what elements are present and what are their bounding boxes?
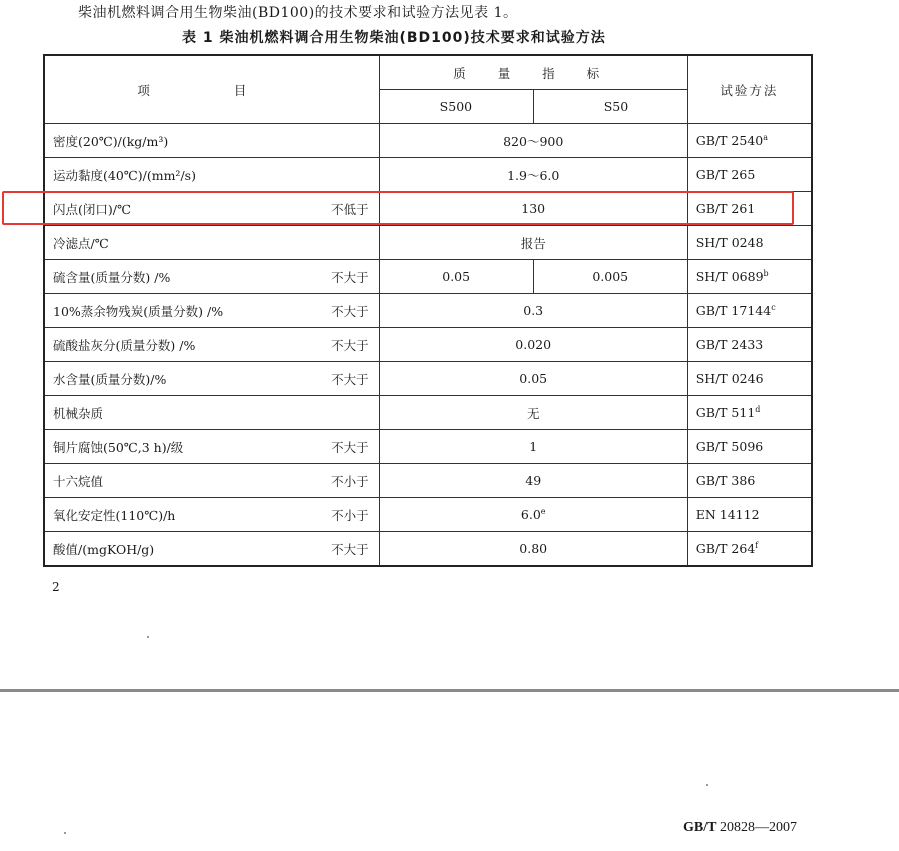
row-value-s50: 0.005 bbox=[533, 260, 687, 294]
row-item-cell bbox=[44, 294, 379, 328]
row-item-name: 硫含量(质量分数) /% bbox=[53, 269, 171, 285]
row-qualifier: 不低于 bbox=[331, 201, 369, 217]
row-method bbox=[687, 124, 812, 158]
row-method bbox=[687, 294, 812, 328]
table-row bbox=[44, 192, 812, 226]
row-value-text: 0.05 bbox=[519, 371, 548, 386]
row-method bbox=[687, 396, 812, 430]
table-row bbox=[44, 464, 812, 498]
row-item-cell bbox=[44, 498, 379, 532]
row-item-cell bbox=[44, 226, 379, 260]
row-value bbox=[379, 294, 687, 328]
header-quality-index: 质 量 指 标 bbox=[379, 55, 687, 90]
row-value bbox=[379, 328, 687, 362]
row-value-text: 无 bbox=[526, 405, 540, 421]
row-item-cell bbox=[44, 532, 379, 567]
row-method bbox=[687, 192, 812, 226]
row-method-text: GB/T 265 bbox=[695, 167, 756, 182]
footer-standard-prefix: GB/T bbox=[683, 820, 717, 835]
spec-table-body bbox=[44, 124, 812, 567]
row-value-text: 报告 bbox=[520, 235, 546, 251]
row-value-text: 6.0 bbox=[520, 507, 541, 523]
row-method bbox=[687, 532, 812, 567]
row-method-text: EN 14112 bbox=[695, 507, 760, 522]
row-item-name: 运动黏度(40℃)/(mm²/s) bbox=[53, 167, 196, 183]
row-method-text: GB/T 264 bbox=[695, 541, 756, 557]
row-value bbox=[379, 396, 687, 430]
row-method bbox=[687, 226, 812, 260]
row-value-text: 1 bbox=[529, 439, 538, 454]
header-item: 项 目 bbox=[44, 55, 379, 124]
row-item-name: 十六烷值 bbox=[53, 473, 104, 489]
table-row bbox=[44, 396, 812, 430]
table-row bbox=[44, 362, 812, 396]
row-value bbox=[379, 124, 687, 158]
row-value-text: 0.80 bbox=[519, 541, 548, 556]
row-item-cell bbox=[44, 192, 379, 226]
row-item-name: 铜片腐蚀(50℃,3 h)/级 bbox=[53, 439, 184, 455]
row-item-cell bbox=[44, 124, 379, 158]
row-method bbox=[687, 430, 812, 464]
row-item-cell bbox=[44, 464, 379, 498]
row-item-cell bbox=[44, 158, 379, 192]
row-qualifier: 不大于 bbox=[331, 269, 369, 285]
row-item-name: 氧化安定性(110℃)/h bbox=[53, 507, 176, 523]
row-qualifier: 不大于 bbox=[331, 439, 369, 455]
row-value bbox=[379, 498, 687, 532]
table-caption: 表 1 柴油机燃料调合用生物柴油(BD100)技术要求和试验方法 bbox=[182, 30, 606, 46]
table-row bbox=[44, 158, 812, 192]
header-s50: S50 bbox=[533, 90, 687, 124]
table-row bbox=[44, 430, 812, 464]
row-value-text: 49 bbox=[525, 473, 542, 488]
row-method bbox=[687, 498, 812, 532]
row-value bbox=[379, 464, 687, 498]
row-qualifier: 不小于 bbox=[331, 507, 369, 523]
row-item-cell bbox=[44, 430, 379, 464]
row-value-s500: 0.05 bbox=[379, 260, 533, 294]
row-qualifier: 不小于 bbox=[331, 473, 369, 489]
row-method-text: SH/T 0246 bbox=[695, 371, 764, 386]
row-item-name: 冷滤点/℃ bbox=[53, 235, 109, 251]
row-method-text: GB/T 2540 bbox=[695, 133, 764, 149]
row-value-text: 0.020 bbox=[515, 337, 552, 352]
row-item-cell bbox=[44, 396, 379, 430]
row-method-text: SH/T 0248 bbox=[695, 235, 764, 250]
page-number: 2 bbox=[52, 580, 60, 594]
row-item-name: 水含量(质量分数)/% bbox=[53, 371, 167, 387]
row-value bbox=[379, 430, 687, 464]
row-value bbox=[379, 226, 687, 260]
table-row bbox=[44, 124, 812, 158]
row-value-note: e bbox=[540, 506, 546, 516]
footer-standard-number: 20828—2007 bbox=[719, 820, 797, 835]
row-qualifier: 不大于 bbox=[331, 303, 369, 319]
table-row bbox=[44, 328, 812, 362]
row-item-name: 硫酸盐灰分(质量分数) /% bbox=[53, 337, 196, 353]
row-method-text: GB/T 17144 bbox=[695, 303, 772, 319]
row-method bbox=[687, 328, 812, 362]
header-s500: S500 bbox=[379, 90, 533, 124]
spec-table bbox=[43, 54, 813, 567]
row-method-text: GB/T 386 bbox=[695, 473, 756, 488]
row-item-name: 机械杂质 bbox=[53, 405, 104, 421]
row-value bbox=[379, 192, 687, 226]
table-row bbox=[44, 532, 812, 567]
row-method-note: c bbox=[771, 302, 776, 312]
row-method-text: GB/T 261 bbox=[695, 201, 756, 216]
row-method bbox=[687, 158, 812, 192]
scan-speck bbox=[147, 636, 149, 638]
header-method: 试验方法 bbox=[687, 55, 812, 124]
page-divider bbox=[0, 689, 899, 692]
row-value-text: 130 bbox=[521, 201, 546, 216]
row-method-text: SH/T 0689 bbox=[695, 269, 764, 285]
scan-speck bbox=[706, 784, 708, 786]
row-method bbox=[687, 260, 812, 294]
row-method-note: f bbox=[755, 540, 759, 550]
row-method-text: GB/T 2433 bbox=[695, 337, 764, 352]
row-method-text: GB/T 511 bbox=[695, 405, 756, 421]
header-row-1 bbox=[44, 55, 812, 90]
row-value-text: 1.9～6.0 bbox=[507, 167, 560, 183]
row-item-cell bbox=[44, 362, 379, 396]
row-method bbox=[687, 464, 812, 498]
row-item-name: 酸值/(mgKOH/g) bbox=[53, 541, 155, 557]
row-item-name: 密度(20℃)/(kg/m³) bbox=[53, 133, 169, 149]
footer-standard bbox=[683, 820, 797, 836]
row-value bbox=[379, 158, 687, 192]
intro-text: 柴油机燃料调合用生物柴油(BD100)的技术要求和试验方法见表 1。 bbox=[78, 5, 518, 21]
row-method-note: a bbox=[763, 132, 769, 142]
row-qualifier: 不大于 bbox=[331, 541, 369, 557]
row-value-text: 820～900 bbox=[503, 133, 564, 149]
row-method-note: d bbox=[755, 404, 761, 414]
row-item-cell bbox=[44, 328, 379, 362]
row-method bbox=[687, 362, 812, 396]
table-row bbox=[44, 498, 812, 532]
row-value bbox=[379, 362, 687, 396]
row-item-name: 闪点(闭口)/℃ bbox=[53, 201, 131, 217]
table-row bbox=[44, 260, 812, 294]
row-item-cell bbox=[44, 260, 379, 294]
scan-speck bbox=[64, 832, 66, 834]
table-row bbox=[44, 226, 812, 260]
row-method-note: b bbox=[763, 268, 769, 278]
row-value bbox=[379, 532, 687, 567]
row-method-text: GB/T 5096 bbox=[695, 439, 764, 454]
row-qualifier: 不大于 bbox=[331, 371, 369, 387]
table-row bbox=[44, 294, 812, 328]
row-qualifier: 不大于 bbox=[331, 337, 369, 353]
row-value-text: 0.3 bbox=[523, 303, 544, 318]
row-item-name: 10%蒸余物残炭(质量分数) /% bbox=[53, 303, 224, 319]
